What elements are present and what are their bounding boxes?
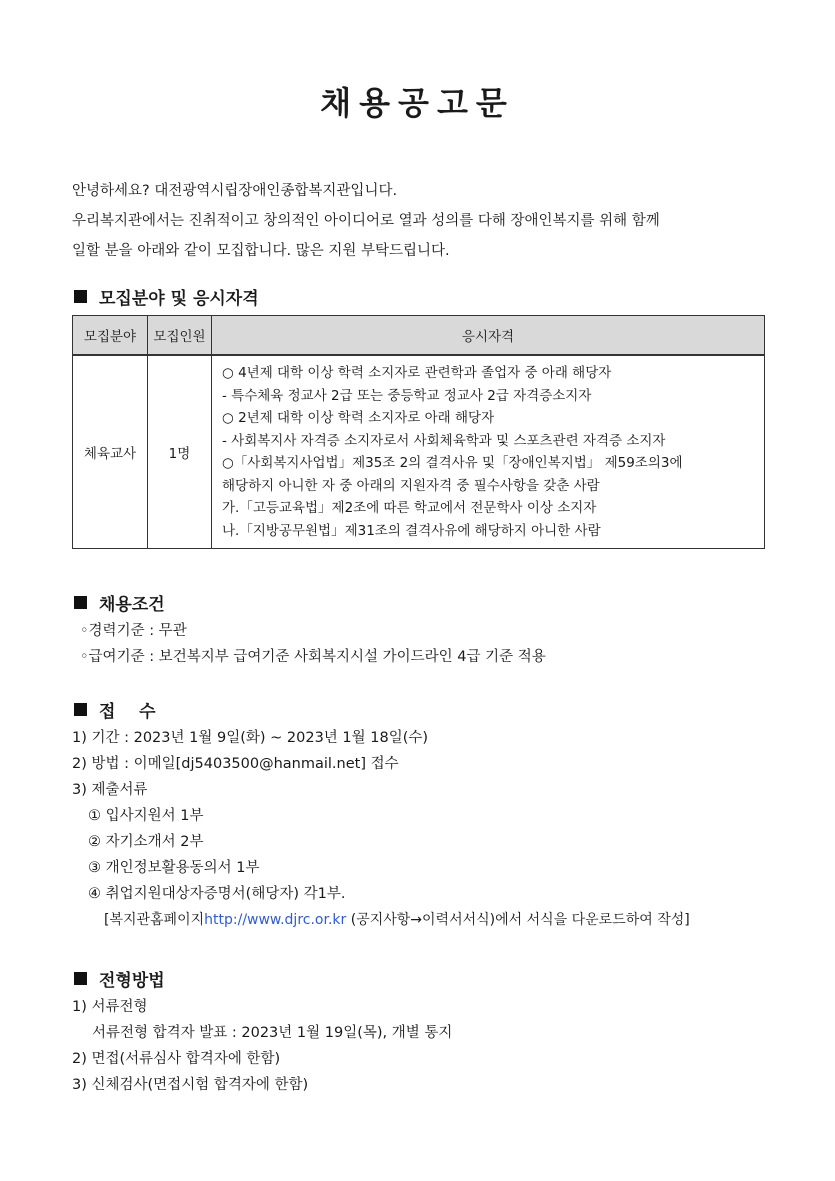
- square-bullet-icon: [74, 290, 87, 303]
- reception-docs-label: 3) 제출서류: [72, 782, 148, 798]
- qualification-line: 해당하지 아니한 자 중 아래의 지원자격 중 필수사항을 갖춘 사람: [222, 477, 600, 494]
- section-heading-reception: [74, 697, 156, 722]
- section-heading-conditions: [74, 590, 165, 615]
- condition-item: ◦급여기준 : 보건복지부 급여기준 사회복지시설 가이드라인 4급 기준 적용: [80, 649, 546, 665]
- intro-line: 일할 분을 아래와 같이 모집합니다. 많은 지원 부탁드립니다.: [72, 243, 450, 259]
- download-note-prefix: [복지관홈페이지: [104, 912, 205, 928]
- selection-list: [72, 994, 452, 1098]
- condition-item: ◦경력기준 : 무관: [80, 623, 187, 639]
- section-heading-text: 채용조건: [99, 595, 165, 615]
- selection-detail: 서류전형 합격자 발표 : 2023년 1월 19일(목), 개별 통지: [92, 1025, 453, 1041]
- qualification-cell: [212, 355, 765, 549]
- recruitment-table: [72, 315, 765, 549]
- intro-paragraph: [72, 176, 660, 266]
- table-row: [73, 355, 765, 549]
- reception-period: 1) 기간 : 2023년 1월 9일(화) ~ 2023년 1월 18일(수): [72, 730, 429, 746]
- qualification-line: - 특수체육 정교사 2급 또는 중등학교 정교사 2급 자격증소지자: [222, 387, 592, 404]
- section-heading-text: 모집분야 및 응시자격: [99, 289, 259, 309]
- intro-line: 우리복지관에서는 진취적이고 창의적인 아이디어로 열과 성의를 다해 장애인복지를 위해 함께: [72, 213, 660, 229]
- column-header: 모집분야: [73, 316, 148, 356]
- section-heading-recruit: [74, 284, 259, 309]
- homepage-link[interactable]: http://www.djrc.or.kr: [204, 912, 347, 928]
- qualification-line: 나.「지방공무원법」제31조의 결격사유에 해당하지 아니한 사람: [222, 522, 601, 539]
- qualification-line: ○ 2년제 대학 이상 학력 소지자로 아래 해당자: [222, 410, 495, 426]
- reception-method: 2) 방법 : 이메일[dj5403500@hanmail.net] 접수: [72, 756, 399, 772]
- doc-item: ④ 취업지원대상자증명서(해당자) 각1부.: [88, 886, 346, 902]
- square-bullet-icon: [74, 703, 87, 716]
- doc-item: ② 자기소개서 2부: [88, 834, 204, 850]
- qualification-line: ○「사회복지사업법」제35조 2의 결격사유 및「장애인복지법」 제59조의3에: [222, 455, 683, 471]
- selection-step: 2) 면접(서류심사 합격자에 한함): [72, 1051, 281, 1067]
- download-note: [72, 907, 690, 933]
- square-bullet-icon: [74, 972, 87, 985]
- reception-details: [72, 725, 690, 933]
- qualification-line: ○ 4년제 대학 이상 학력 소지자로 관련학과 졸업자 중 아래 해당자: [222, 365, 612, 381]
- square-bullet-icon: [74, 596, 87, 609]
- page-title: 채용공고문: [320, 84, 515, 122]
- recruit-field-cell: 체육교사: [73, 355, 148, 549]
- download-note-suffix: (공지사항→이력서서식)에서 서식을 다운로드하여 작성]: [346, 912, 690, 928]
- recruit-count-cell: 1명: [148, 355, 212, 549]
- qualification-line: 가.「고등교육법」제2조에 따른 학교에서 전문학사 이상 소지자: [222, 500, 597, 516]
- column-header: 모집인원: [148, 316, 212, 356]
- doc-item: ① 입사지원서 1부: [88, 808, 204, 824]
- selection-step: 1) 서류전형: [72, 999, 148, 1015]
- conditions-list: [80, 618, 546, 670]
- table-header-row: [73, 316, 765, 356]
- section-heading-text: 접 수: [99, 702, 156, 722]
- section-heading-selection: [74, 966, 165, 991]
- doc-item: ③ 개인정보활용동의서 1부: [88, 860, 260, 876]
- intro-line: 안녕하세요? 대전광역시립장애인종합복지관입니다.: [72, 183, 398, 199]
- section-heading-text: 전형방법: [99, 971, 165, 991]
- selection-step: 3) 신체검사(면접시험 합격자에 한함): [72, 1077, 309, 1093]
- column-header: 응시자격: [212, 316, 765, 356]
- qualification-line: - 사회복지사 자격증 소지자로서 사회체육학과 및 스포츠관련 자격증 소지자: [222, 432, 666, 449]
